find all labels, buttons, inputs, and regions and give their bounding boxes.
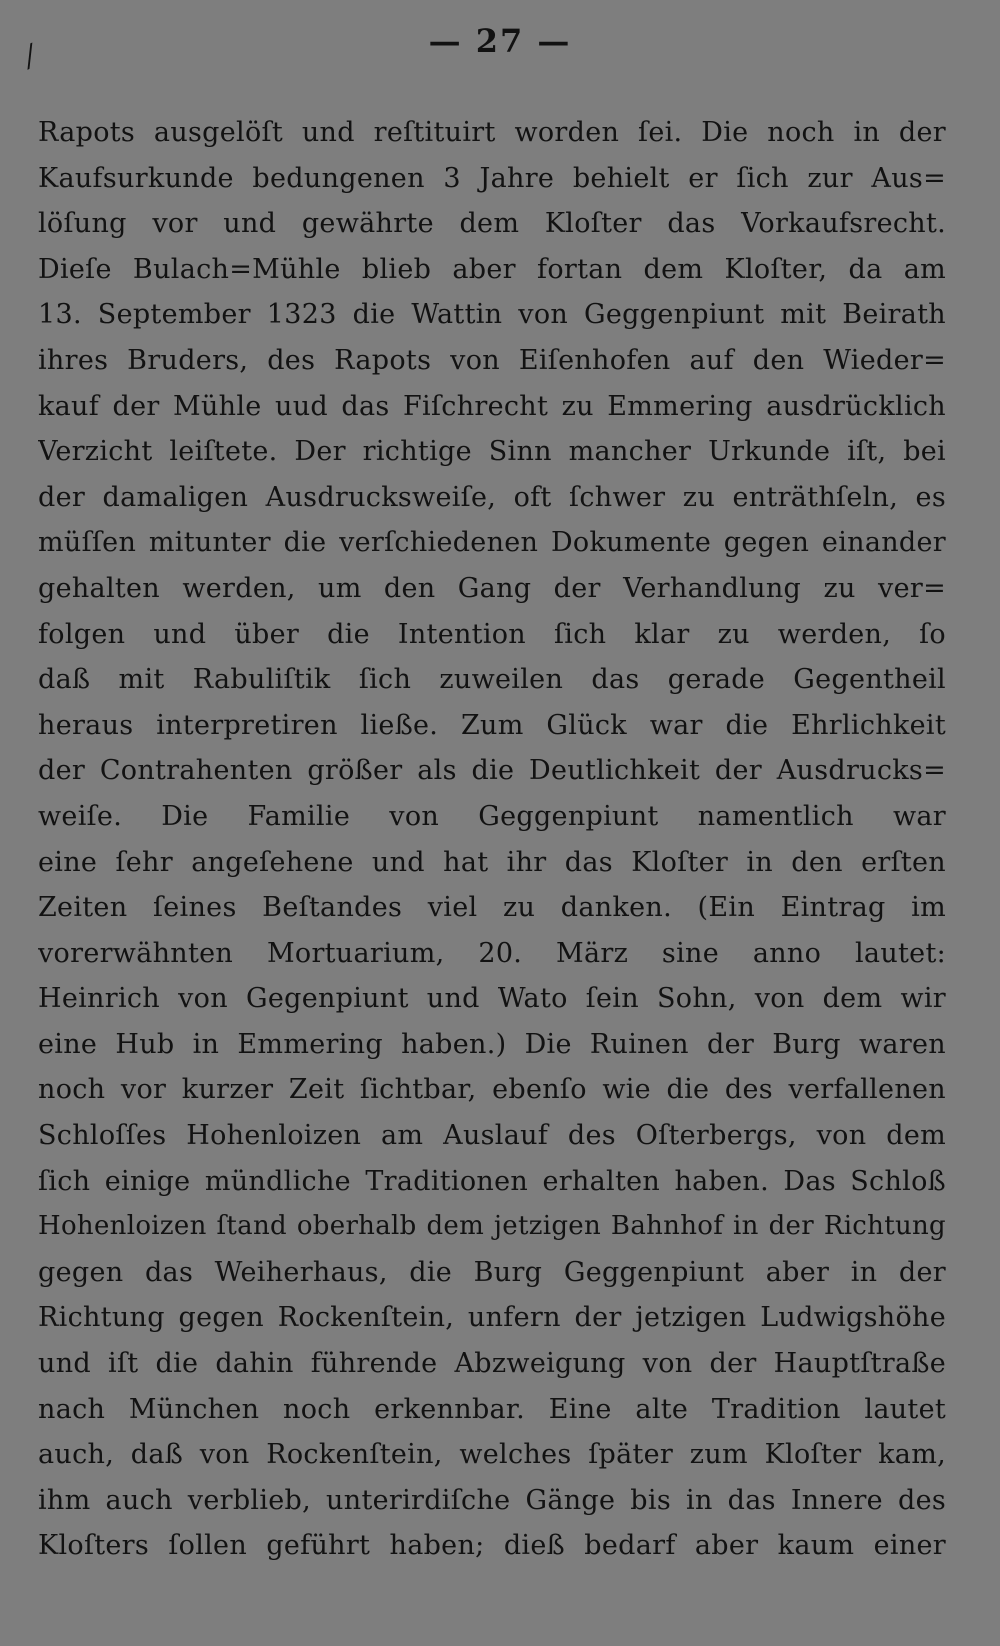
text-line: der Contrahenten größer als die Deutlichkeit der Ausdrucks= [38, 755, 946, 787]
text-line: Richtung gegen Rockenſtein, unfern der jetzigen Ludwigshöhe [38, 1302, 946, 1334]
text-line: auch, daß von Rockenſtein, welches ſpäter zum Kloſter kam, [38, 1439, 946, 1471]
text-line: ihres Bruders, des Rapots von Eiſenhofen auf den Wieder= [38, 344, 946, 376]
text-line: heraus interpretiren ließe. Zum Glück war die Ehrlichkeit [38, 709, 946, 741]
text-line: Schloſſes Hohenloizen am Auslauf des Oſterbergs, von dem [38, 1120, 946, 1152]
text-line: gegen das Weiherhaus, die Burg Geggenpiunt aber in der [38, 1256, 946, 1288]
text-line: Kloſters ſollen geführt haben; dieß bedarf aber kaum einer [38, 1530, 946, 1562]
text-line: müſſen mitunter die verſchiedenen Dokumente gegen einander [38, 527, 946, 559]
text-line: noch vor kurzer Zeit ſichtbar, ebenſo wie die des verfallenen [38, 1074, 946, 1106]
pencil-mark: ⁄ [20, 40, 41, 75]
text-line: Dieſe Bulach=Mühle blieb aber fortan dem Kloſter, da am [38, 253, 946, 285]
text-line: Rapots ausgelöſt und reſtituirt worden ſei. Die noch in der [38, 117, 946, 148]
text-line: und iſt die dahin führende Abzweigung von der Hauptſtraße [38, 1348, 946, 1380]
text-line: 13. September 1323 die Wattin von Geggenpiunt mit Beirath [38, 299, 946, 331]
text-line: nach München noch erkennbar. Eine alte Tradition lautet [38, 1393, 946, 1425]
text-line: Heinrich von Gegenpiunt und Wato ſein Sohn, von dem wir [38, 983, 946, 1015]
text-line: weiſe. Die Familie von Geggenpiunt namentlich war [38, 800, 946, 832]
text-line: eine Hub in Emmering haben.) Die Ruinen der Burg waren [38, 1028, 946, 1060]
text-line: ihm auch verblieb, unterirdiſche Gänge bis in das Innere des [38, 1484, 946, 1516]
text-line: löſung vor und gewährte dem Kloſter das Vorkaufsrecht. [38, 208, 946, 240]
text-line: vorerwähnten Mortuarium, 20. März sine anno lautet: [38, 937, 946, 969]
text-line: ſich einige mündliche Traditionen erhalten haben. Das Schloß [38, 1165, 946, 1197]
text-line: Hohenloizen ſtand oberhalb dem jetzigen Bahnhof in der Richtung [38, 1211, 946, 1242]
body-text [38, 110, 946, 1569]
text-line: daß mit Rabuliſtik ſich zuweilen das gerade Gegentheil [38, 664, 946, 696]
text-line: folgen und über die Intention ſich klar zu werden, ſo [38, 618, 946, 650]
page-number: — 27 — [428, 22, 572, 60]
text-line: eine ſehr angeſehene und hat ihr das Kloſter in den erſten [38, 846, 946, 878]
text-line: Verzicht leiſtete. Der richtige Sinn mancher Urkunde iſt, bei [38, 436, 946, 468]
text-line: der damaligen Ausdrucksweiſe, oft ſchwer zu enträthſeln, es [38, 481, 946, 513]
text-line: gehalten werden, um den Gang der Verhandlung zu ver= [38, 572, 946, 604]
text-line: kauf der Mühle uud das Fiſchrecht zu Emmering ausdrücklich [38, 390, 946, 422]
text-line: Zeiten ſeines Beſtandes viel zu danken. (Ein Eintrag im [38, 892, 946, 924]
text-line: Kaufsurkunde bedungenen 3 Jahre behielt er ſich zur Aus= [38, 162, 946, 194]
